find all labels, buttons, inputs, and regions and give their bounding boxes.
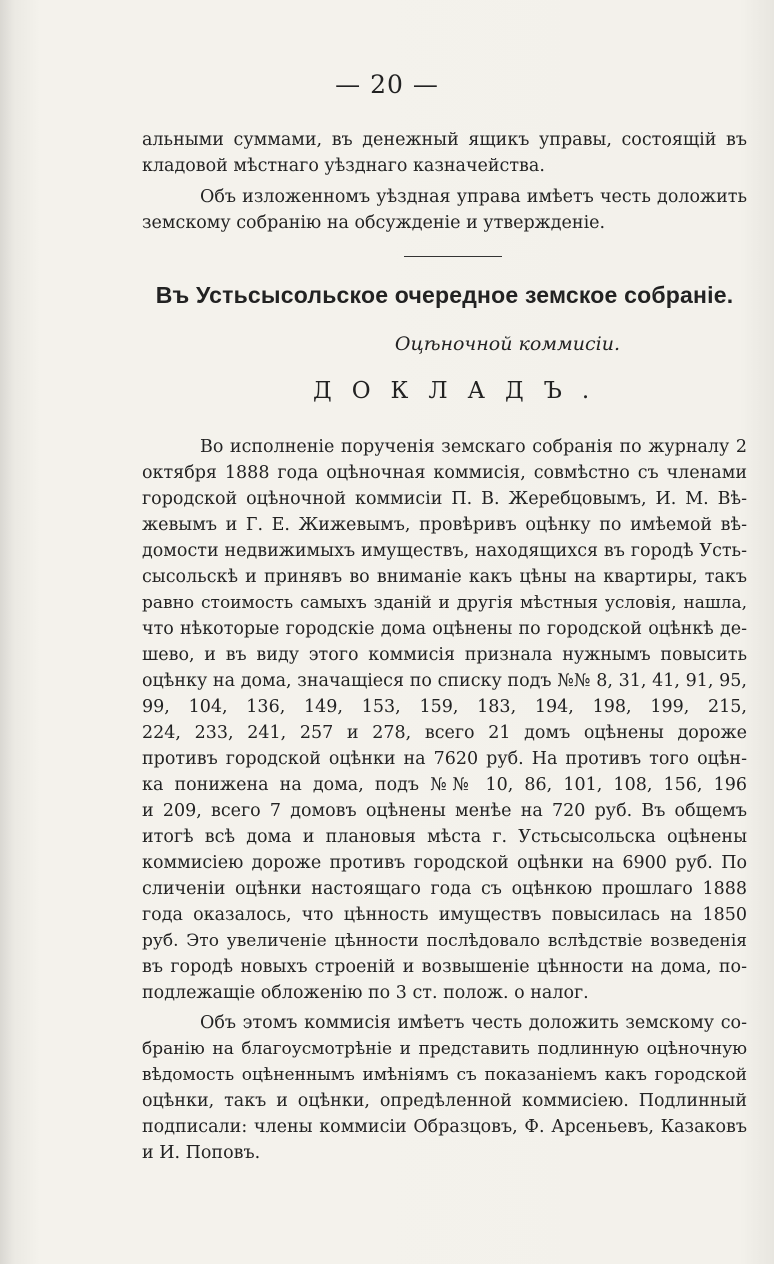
text-line: Объ изложенномъ уѣздная управа имѣетъ честь доложить bbox=[200, 187, 747, 207]
text-line: сысольскѣ и принявъ во вниманіе какъ цѣны на квартиры, такъ bbox=[142, 567, 747, 587]
text-line: оцѣнку на дома, значащіеся по списку подъ №№ 8, 31, 41, 91, 95, bbox=[142, 671, 747, 691]
text-line: и И. Поповъ. bbox=[142, 1143, 261, 1163]
text-line: подлежащіе обложенію по 3 ст. полож. о налог. bbox=[142, 983, 589, 1003]
text-line: земскому собранію на обсужденіе и утвержденіе. bbox=[142, 213, 606, 233]
text-line: и 209, всего 7 домовъ оцѣнены менѣе на 720 руб. Въ общемъ bbox=[142, 801, 747, 821]
text-line: года оказалось, что цѣнность имуществъ повысилась на 1850 bbox=[142, 905, 747, 925]
text-line: домости недвижимыхъ имуществъ, находящихся въ городѣ Усть- bbox=[142, 541, 747, 561]
text-line: коммисіею дороже противъ городской оцѣнки на 6900 руб. По bbox=[142, 853, 747, 873]
section-heading: Въ Устьсысольское очередное земское собраніе. bbox=[155, 282, 734, 308]
text-line: жевымъ и Г. Е. Жижевымъ, провѣривъ оцѣнку по имѣемой вѣ- bbox=[142, 515, 747, 535]
text-line: бранію на благоусмотрѣніе и представить подлинную оцѣночную bbox=[142, 1039, 747, 1059]
text-line: Объ этомъ коммисія имѣетъ честь доложить земскому со- bbox=[200, 1013, 747, 1033]
text-line: итогѣ всѣ дома и плановыя мѣста г. Устьсысольска оцѣнены bbox=[142, 827, 747, 847]
text-line: 224, 233, 241, 257 и 278, всего 21 домъ оцѣнены дороже bbox=[142, 723, 747, 743]
text-line: кладовой мѣстнаго уѣзднаго казначейства. bbox=[142, 156, 545, 176]
text-line: противъ городской оцѣнки на 7620 руб. На противъ того оцѣн- bbox=[142, 749, 747, 769]
text-line: октября 1888 года оцѣночная коммисія, совмѣстно съ членами bbox=[142, 463, 747, 483]
text-line: 99, 104, 136, 149, 153, 159, 183, 194, 198, 199, 215, bbox=[142, 697, 747, 717]
text-line: руб. Это увеличеніе цѣнности послѣдовало вслѣдствіе возведенія bbox=[142, 931, 747, 951]
text-line: сличеніи оцѣнки настоящаго года съ оцѣнкою прошлаго 1888 bbox=[142, 879, 747, 899]
text-line: что нѣкоторые городскіе дома оцѣнены по городской оцѣнкѣ де- bbox=[142, 619, 747, 639]
text-line: шево, и въ виду этого коммисія признала нужнымъ повысить bbox=[142, 645, 747, 665]
text-line: оцѣнки, такъ и оцѣнки, опредѣленной коммисіею. Подлинный bbox=[142, 1091, 747, 1111]
report-title: ДОКЛАДЪ. bbox=[313, 378, 610, 404]
text-line: равно стоимость самыхъ зданій и другія мѣстныя условія, нашла, bbox=[142, 593, 747, 613]
text-line: городской оцѣночной коммисіи П. В. Жеребцовымъ, И. М. Вѣ- bbox=[142, 489, 747, 509]
text-line: ка понижена на дома, подъ №№ 10, 86, 101, 108, 156, 196 bbox=[142, 775, 747, 795]
section-subheading: Оцѣночной коммисіи. bbox=[394, 333, 620, 355]
text-line: Во исполненіе порученія земскаго собранія по журналу 2 bbox=[200, 437, 747, 457]
page-number: — 20 — bbox=[335, 70, 439, 99]
text-line: въ городѣ новыхъ строеній и возвышеніе цѣнности на дома, по- bbox=[142, 957, 747, 977]
section-divider bbox=[404, 256, 502, 257]
text-line: вѣдомость оцѣненнымъ имѣніямъ съ показаніемъ какъ городской bbox=[142, 1065, 747, 1085]
text-line: альными суммами, въ денежный ящикъ управы, состоящій въ bbox=[142, 130, 747, 150]
text-line: подписали: члены коммисіи Образцовъ, Ф. Арсеньевъ, Казаковъ bbox=[142, 1117, 747, 1137]
